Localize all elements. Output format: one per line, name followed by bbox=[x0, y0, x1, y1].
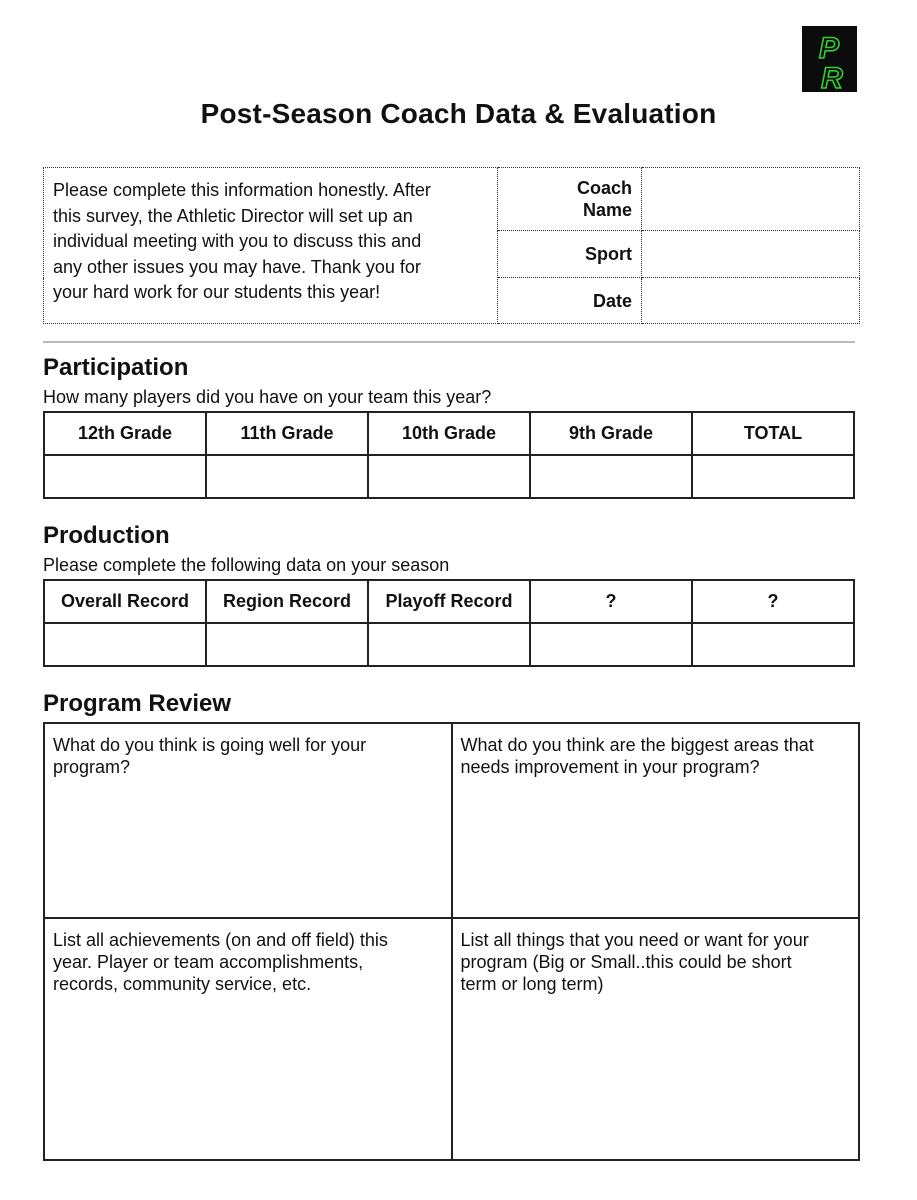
prompt-line: List all things that you need or want for your bbox=[460, 930, 809, 950]
production-column-header: Region Record bbox=[206, 580, 368, 623]
participation-input-cell[interactable] bbox=[368, 455, 530, 498]
coach-name-field[interactable] bbox=[642, 168, 860, 231]
sport-label bbox=[498, 231, 642, 278]
participation-heading: Participation bbox=[43, 354, 189, 381]
prompt-line: needs improvement in your program? bbox=[460, 757, 760, 777]
coach-name-label-line: Coach bbox=[576, 178, 632, 198]
prompt-line: year. Player or team accomplishments, bbox=[53, 952, 364, 972]
pr-logo bbox=[802, 26, 857, 92]
coach-info-table bbox=[43, 167, 860, 324]
pr-logo-mark bbox=[802, 26, 857, 92]
prompt-line: program (Big or Small..this could be short bbox=[460, 952, 792, 972]
participation-column-header: 12th Grade bbox=[44, 412, 206, 455]
production-input-cell[interactable] bbox=[530, 623, 692, 666]
intro-line: your hard work for our students this year! bbox=[53, 282, 381, 302]
production-instructions: Please complete the following data on your season bbox=[43, 555, 450, 575]
date-field[interactable] bbox=[642, 278, 860, 324]
intro-line: any other issues you may have. Thank you for bbox=[53, 256, 421, 277]
svg-text:R: R bbox=[821, 62, 843, 92]
prompt-line: records, community service, etc. bbox=[53, 974, 312, 994]
participation-column-header: 10th Grade bbox=[368, 412, 530, 455]
sport-label-line: Sport bbox=[585, 244, 632, 264]
participation-column-header: 11th Grade bbox=[206, 412, 368, 455]
prompt-line: program? bbox=[53, 757, 131, 777]
production-column-header: ? bbox=[692, 580, 854, 623]
production-input-cell[interactable] bbox=[368, 623, 530, 666]
participation-column-header: 9th Grade bbox=[530, 412, 692, 455]
intro-line: Please complete this information honestly. After bbox=[53, 180, 431, 200]
production-column-header: Overall Record bbox=[44, 580, 206, 623]
achievements-box[interactable] bbox=[44, 918, 452, 1160]
prompt-line: term or long term) bbox=[460, 974, 604, 994]
page-title: Post-Season Coach Data & Evaluation bbox=[200, 98, 717, 129]
prompt-line: What do you think are the biggest areas that bbox=[460, 735, 814, 755]
program-review-heading: Program Review bbox=[43, 690, 232, 717]
production-heading: Production bbox=[43, 522, 170, 549]
participation-input-cell[interactable] bbox=[44, 455, 206, 498]
production-column-header: Playoff Record bbox=[368, 580, 530, 623]
production-input-cell[interactable] bbox=[206, 623, 368, 666]
coach-name-label-line: Name bbox=[582, 200, 632, 220]
participation-input-cell[interactable] bbox=[530, 455, 692, 498]
production-input-cell[interactable] bbox=[692, 623, 854, 666]
participation-input-cell[interactable] bbox=[692, 455, 854, 498]
date-label bbox=[498, 278, 642, 324]
production-table bbox=[43, 579, 855, 667]
improvement-areas-box[interactable] bbox=[452, 723, 860, 918]
production-input-cell[interactable] bbox=[44, 623, 206, 666]
participation-question: How many players did you have on your team this year? bbox=[43, 387, 492, 407]
prompt-line: List all achievements (on and off field) this bbox=[53, 930, 388, 950]
needs-wants-box[interactable] bbox=[452, 918, 860, 1160]
intro-line: individual meeting with you to discuss this and bbox=[53, 231, 422, 251]
participation-table bbox=[43, 411, 855, 499]
participation-input-cell[interactable] bbox=[206, 455, 368, 498]
section-divider bbox=[43, 341, 855, 343]
intro-line: this survey, the Athletic Director will set up an bbox=[53, 205, 413, 226]
svg-text:P: P bbox=[818, 32, 840, 65]
program-review-table bbox=[43, 722, 860, 1161]
prompt-line: What do you think is going well for your bbox=[53, 735, 367, 755]
date-label-line: Date bbox=[592, 290, 632, 311]
intro-text bbox=[44, 168, 498, 324]
participation-column-header: TOTAL bbox=[692, 412, 854, 455]
going-well-box[interactable] bbox=[44, 723, 452, 918]
production-column-header: ? bbox=[530, 580, 692, 623]
coach-name-label bbox=[498, 168, 642, 231]
sport-field[interactable] bbox=[642, 231, 860, 278]
